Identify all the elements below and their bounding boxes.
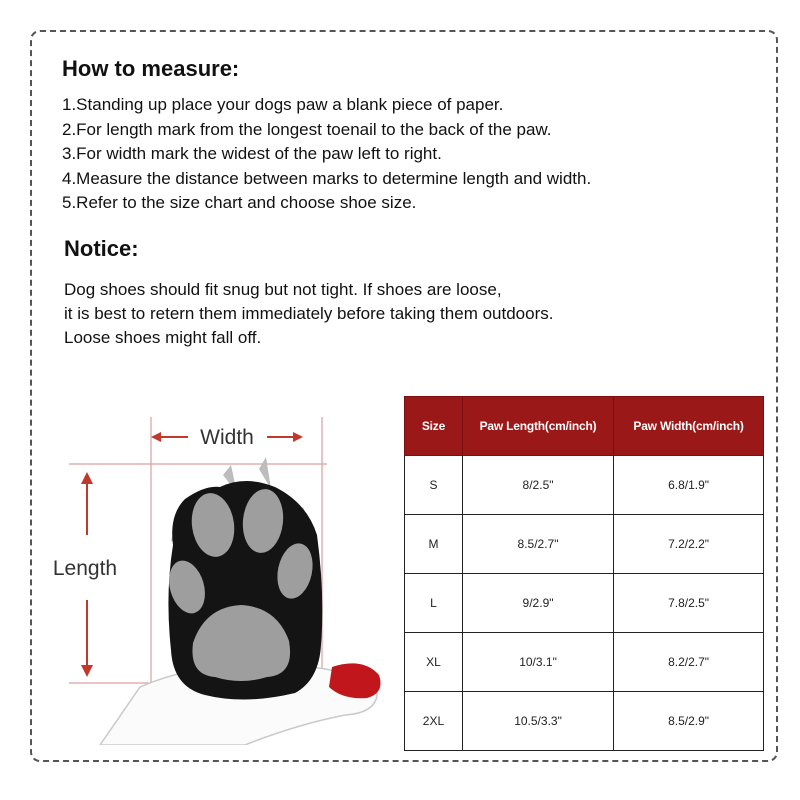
length-label: Length [52,557,118,580]
table-row [405,515,764,574]
size-cell: 2XL [405,692,463,751]
size-cell: S [405,456,463,515]
measure-steps [62,93,591,216]
header-paw-width: Paw Width(cm/inch) [614,397,764,456]
table-row [405,633,764,692]
width-cell: 8.5/2.9" [614,692,764,751]
notice-line: Dog shoes should fit snug but not tight. If shoes are loose, [64,280,502,299]
measure-step: 1.Standing up place your dogs paw a blank piece of paper. [62,95,504,114]
paw-shoe-icon [163,457,322,700]
width-cell: 6.8/1.9" [614,456,764,515]
table-row [405,692,764,751]
length-cell: 10.5/3.3" [462,692,613,751]
width-cell: 8.2/2.7" [614,633,764,692]
measure-step: 5.Refer to the size chart and choose shoe size. [62,193,417,212]
table-header-row [405,397,764,456]
size-chart-table [404,396,764,751]
table-row [405,574,764,633]
notice-line: it is best to retern them immediately before taking them outdoors. [64,304,554,323]
length-cell: 8.5/2.7" [462,515,613,574]
notice-text [64,278,553,350]
size-cell: M [405,515,463,574]
notice-title: Notice: [64,236,139,261]
width-label: Width [200,426,254,449]
measure-step: 4.Measure the distance between marks to determine length and width. [62,168,592,188]
header-size: Size [405,397,463,456]
length-cell: 9/2.9" [462,574,613,633]
paw-measurement-illustration [45,395,395,745]
measure-step: 3.For width mark the widest of the paw left to right. [62,144,442,163]
width-cell: 7.2/2.2" [614,515,764,574]
size-cell: XL [405,633,463,692]
measure-step: 2.For length mark from the longest toenail to the back of the paw. [62,119,552,139]
notice-line: Loose shoes might fall off. [64,328,262,347]
table-row [405,456,764,515]
measure-title: How to measure: [62,56,240,81]
length-cell: 10/3.1" [462,633,613,692]
size-cell: L [405,574,463,633]
width-cell: 7.8/2.5" [614,574,764,633]
length-cell: 8/2.5" [462,456,613,515]
header-paw-length: Paw Length(cm/inch) [462,397,613,456]
